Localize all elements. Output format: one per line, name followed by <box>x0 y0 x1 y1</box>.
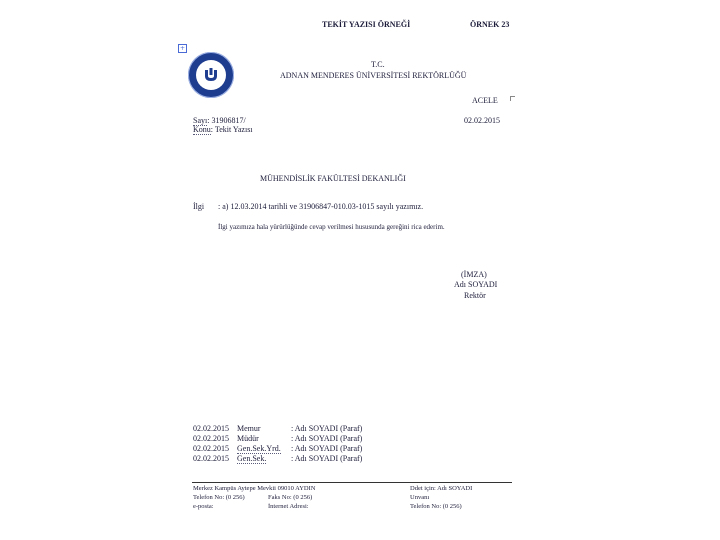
paraf-value: : Adı SOYADI (Paraf) <box>291 434 363 443</box>
reference-text: : a) 12.03.2014 tarihli ve 31906847-010.03-1015 sayılı yazımız. <box>218 202 424 211</box>
konu-label: Konu <box>193 125 211 134</box>
sayi-value: : 31906817/ <box>207 116 246 125</box>
footer-address: Merkez Kampüs Aytepe Mevkii 09010 AYDIN <box>193 485 316 492</box>
paraf-row <box>193 454 266 463</box>
recipient-heading: MÜHENDİSLİK FAKÜLTESİ DEKANLIĞI <box>260 174 406 183</box>
paraf-value: : Adı SOYADI (Paraf) <box>291 444 363 453</box>
paraf-role: Gen.Sek. <box>237 454 267 463</box>
paraf-row <box>193 424 261 433</box>
signer-title: Rektör <box>464 291 486 300</box>
paraf-row <box>193 444 281 453</box>
paraf-role: Gen.Sek.Yrd. <box>237 444 281 453</box>
konu-line <box>193 125 253 134</box>
institution-name: ADNAN MENDERES ÜNİVERSİTESİ REKTÖRLÜĞÜ <box>280 71 467 80</box>
object-anchor-icon[interactable]: + <box>179 45 186 52</box>
paraf-date: 02.02.2015 <box>193 444 229 453</box>
paraf-value: : Adı SOYADI (Paraf) <box>291 424 363 433</box>
signer-name: Adı SOYADI <box>454 280 498 289</box>
sayi-label: Sayı <box>193 116 208 125</box>
paraf-date: 02.02.2015 <box>193 434 229 443</box>
example-number: ÖRNEK 23 <box>470 20 510 29</box>
paraf-role: Müdür <box>237 434 259 443</box>
reference-label: İlgi <box>193 202 205 211</box>
paraf-role: Memur <box>237 424 261 433</box>
document-title: TEKİT YAZISI ÖRNEĞİ <box>322 20 411 29</box>
paraf-date: 02.02.2015 <box>193 454 229 463</box>
document-date: 02.02.2015 <box>464 116 500 125</box>
footer-internet: İnternet Adresi: <box>268 503 309 510</box>
footer-eposta: e-posta: <box>193 503 214 510</box>
konu-value: : Tekit Yazısı <box>210 125 253 134</box>
footer-faks: Faks No: (0 256) <box>268 494 313 501</box>
signature-imza: (İMZA) <box>461 270 487 279</box>
university-seal-icon <box>188 52 234 98</box>
footer-detail: Ddet için: Adı SOYADI <box>410 485 473 492</box>
paraf-date: 02.02.2015 <box>193 424 229 433</box>
paraf-value: : Adı SOYADI (Paraf) <box>291 454 363 463</box>
footer-telefon: Telefon No: (0 256) <box>193 494 245 501</box>
paraf-row <box>193 434 259 443</box>
sayi-line <box>193 116 246 125</box>
footer-divider <box>192 482 512 483</box>
footer-telefon-2: Telefon No: (0 256) <box>410 503 462 510</box>
corner-marker <box>510 96 515 101</box>
country-heading: T.C. <box>371 60 385 69</box>
footer-unvan: Unvanı <box>410 494 430 501</box>
urgency-label: ACELE <box>472 96 498 105</box>
body-paragraph: İlgi yazımıza hala yürürlüğünde cevap verilmesi hususunda gereğini rica ederim. <box>218 223 445 231</box>
